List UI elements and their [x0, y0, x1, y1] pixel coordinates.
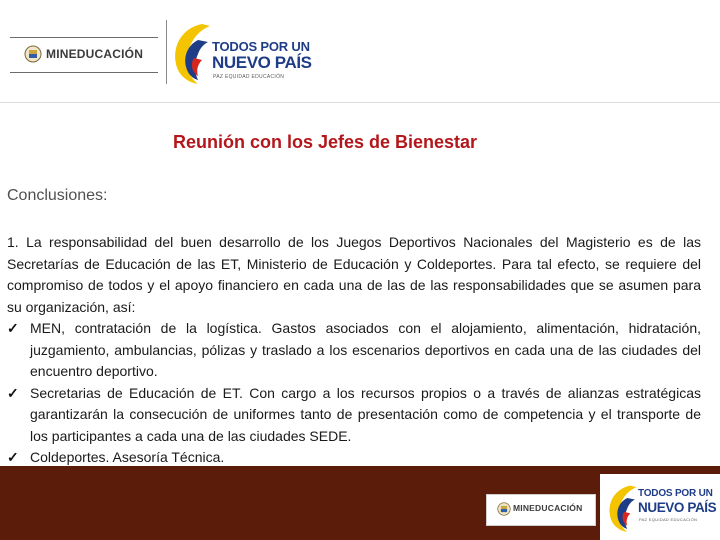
mineducacion-logo — [10, 37, 158, 73]
header — [0, 0, 720, 103]
list-item-text: Secretarias de Educación de ET. Con cargo a los recursos propios o a través de alianzas estratégicas garantizarán la consecución de uniformes tanto de presentación como de competencia y el transporte de los participantes a cada una de las ciudades SEDE. — [30, 384, 701, 444]
flag-swoosh-icon — [604, 480, 638, 536]
logo-rule — [10, 37, 158, 38]
section-heading: Conclusiones: — [7, 187, 108, 204]
mineducacion-logo-text: MINEDUCACIÓN — [513, 503, 583, 513]
list-item-text: MEN, contratación de la logística. Gastos asociados con el alojamiento, alimentación, hidratación, juzgamiento, ambulancias, pólizas y traslado a los escenarios deportivos en cada una de las ciudades del encuentro deportivo. — [30, 320, 701, 379]
header-divider — [0, 102, 720, 103]
checkmark-icon: ✓ — [7, 449, 19, 465]
mineducacion-logo-text: MINEDUCACIÓN — [46, 47, 144, 61]
logo-line-1: TODOS POR UN — [638, 488, 713, 499]
colombia-seal-icon — [24, 45, 42, 63]
checkmark-icon: ✓ — [7, 384, 19, 401]
checkmark-icon: ✓ — [7, 320, 19, 336]
responsibility-list — [7, 318, 701, 469]
colombia-seal-icon — [497, 502, 511, 516]
logo-divider — [166, 20, 167, 84]
body-content — [7, 232, 701, 469]
logo-line-3: PAZ EQUIDAD EDUCACIÓN — [213, 74, 285, 80]
footer-mineducacion-logo — [486, 494, 596, 526]
logo-line-3: PAZ EQUIDAD EDUCACIÓN — [639, 517, 698, 522]
logo-line-2: NUEVO PAÍS — [638, 500, 717, 515]
slide-title — [0, 132, 650, 153]
footer-todos-por-un-nuevo-pais-logo — [600, 474, 720, 540]
logo-line-1: TODOS POR UN — [212, 39, 310, 54]
todos-por-un-nuevo-pais-logo — [168, 18, 318, 88]
logo-rule — [10, 72, 158, 73]
logo-line-2: NUEVO PAÍS — [212, 53, 312, 72]
list-item — [7, 318, 701, 383]
list-item-text: Coldeportes. Asesoría Técnica. — [30, 449, 225, 465]
flag-swoosh-icon — [168, 18, 212, 88]
slide-title-text: Reunión con los Jefes de Bienestar — [172, 132, 478, 152]
body-paragraph: 1. La responsabilidad del buen desarrollo de los Juegos Deportivos Nacionales del Magisterio es de las Secretarías de Educación de las ET, Ministerio de Educación y Coldeportes. Para tal efecto, se requiere del compromiso de todos y el apoyo financiero en cada una de las de las responsabilidades que se asumen para su organización, así: — [7, 234, 701, 315]
list-item — [7, 383, 701, 448]
